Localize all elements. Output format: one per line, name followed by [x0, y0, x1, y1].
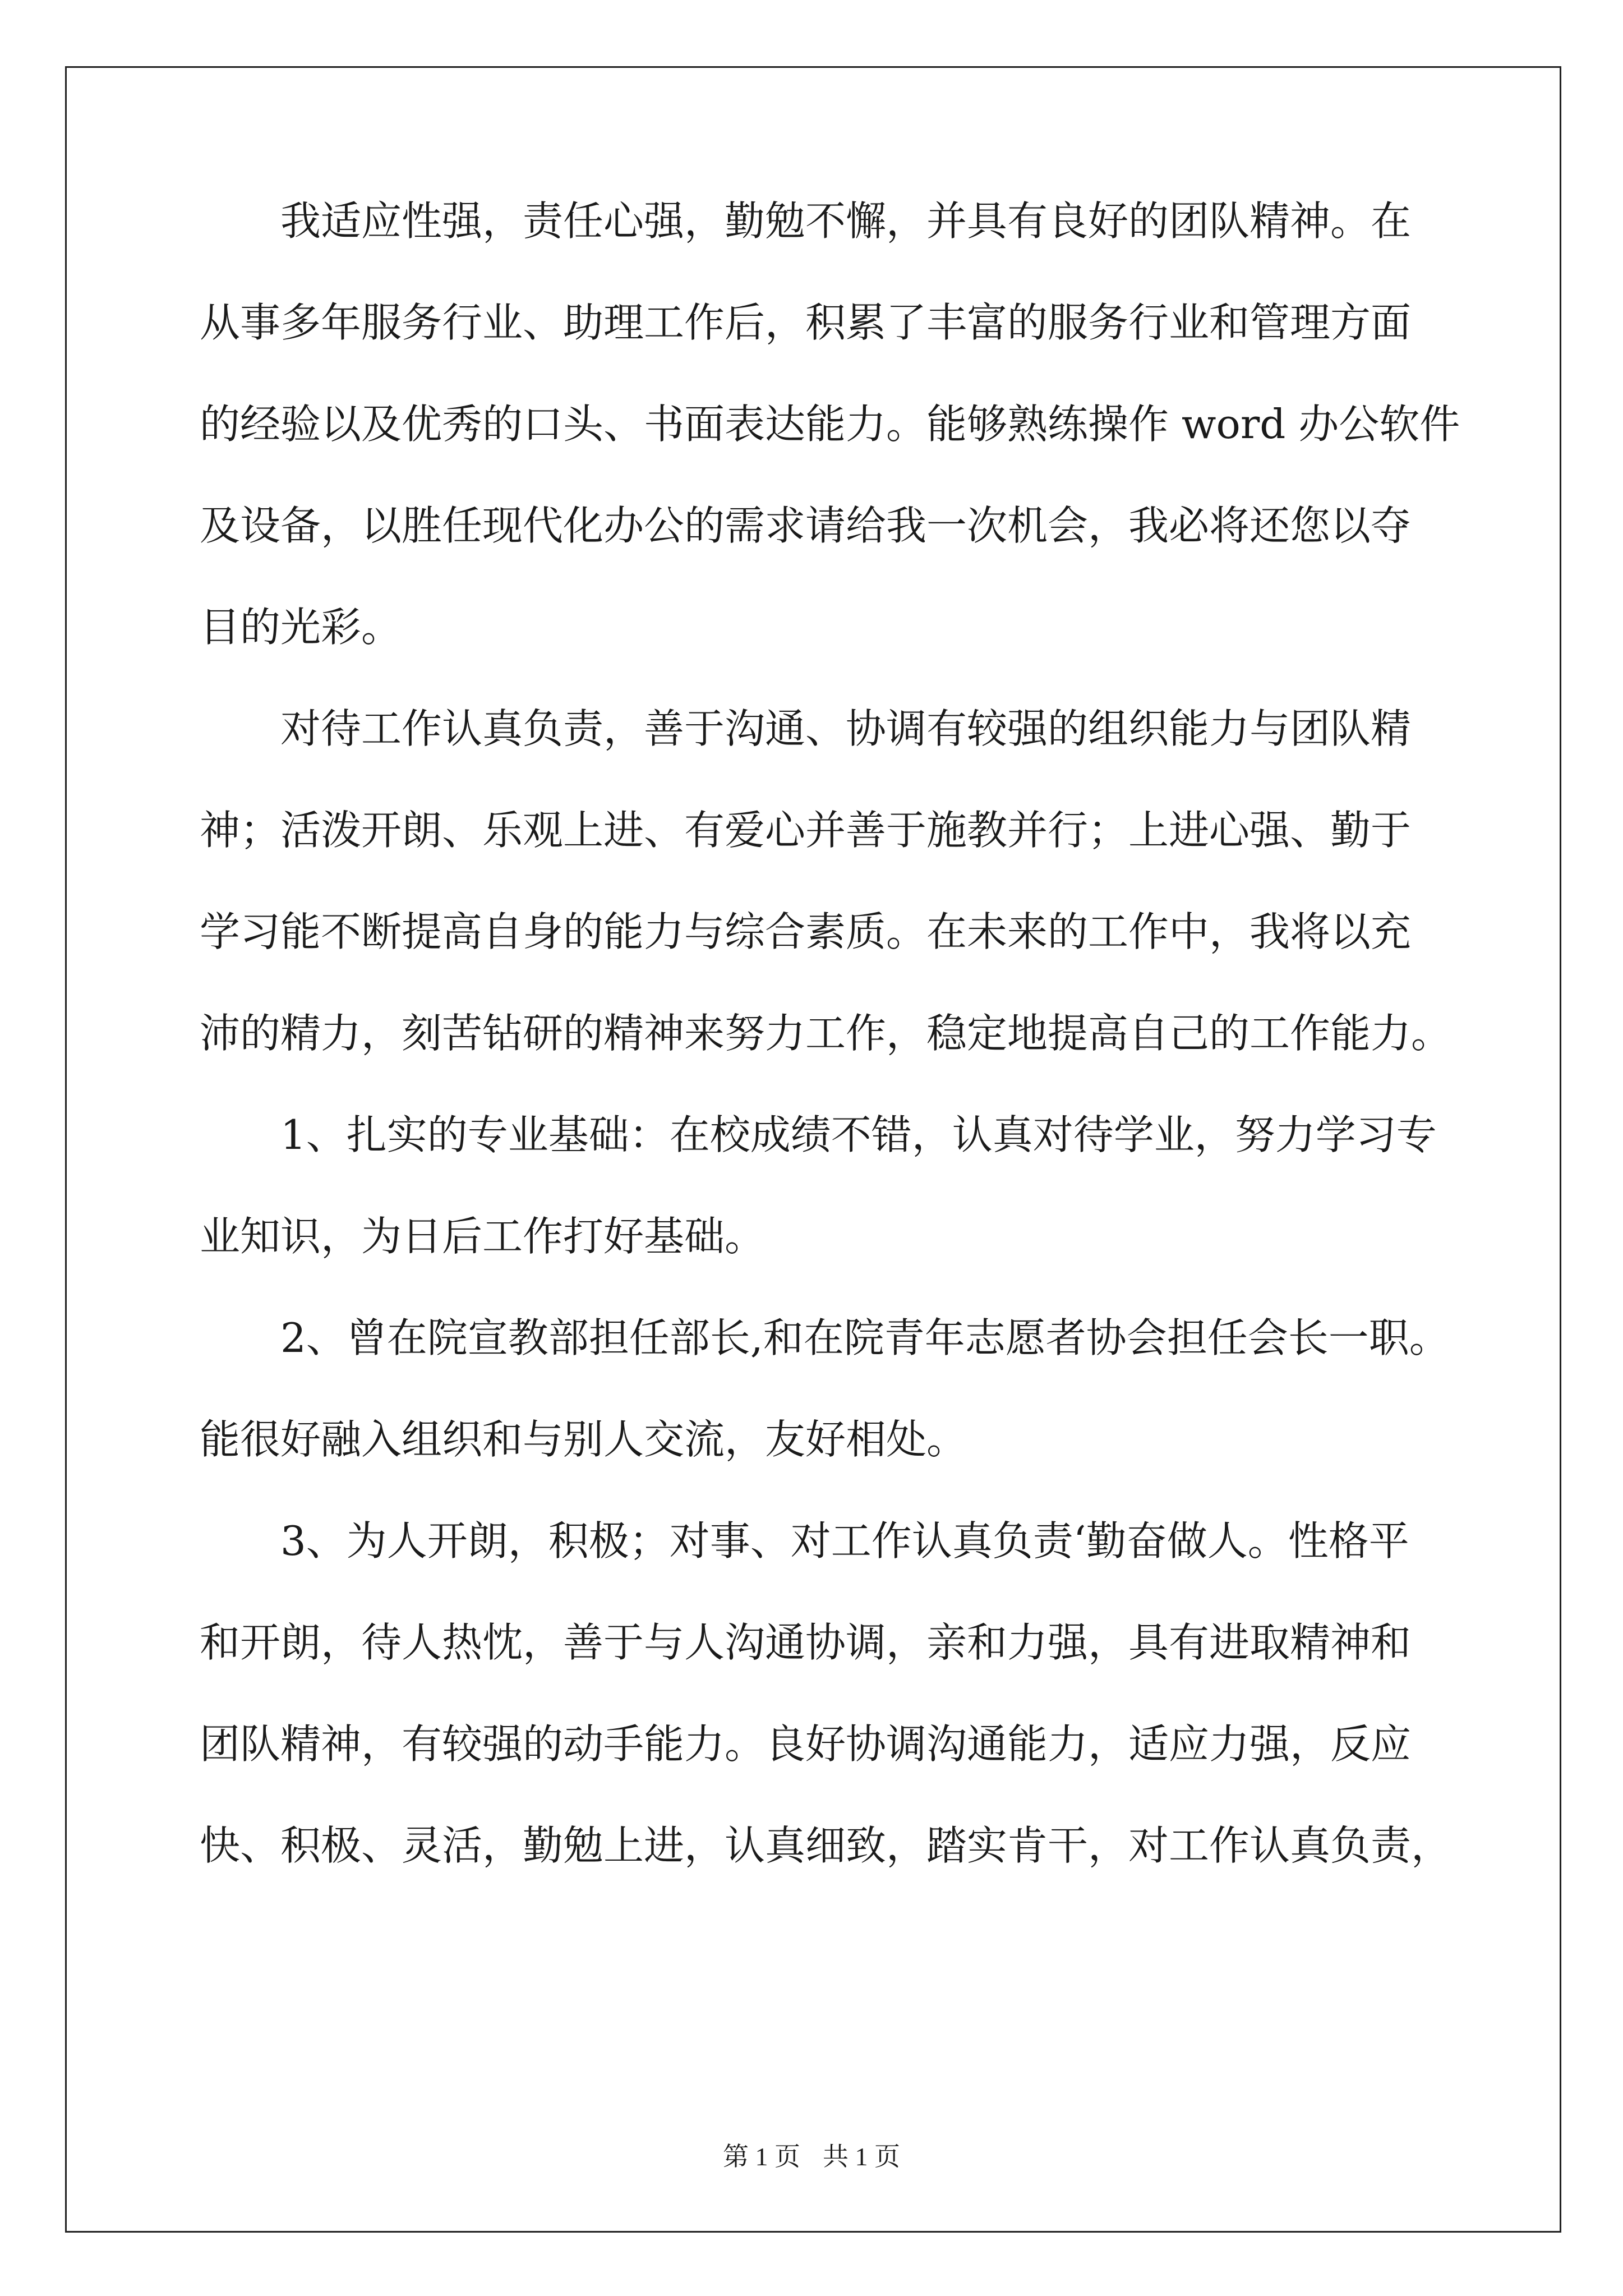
paragraph-1-line-1: 我适应性强，责任心强，勤勉不懈，并具有良好的团队精神。在	[280, 197, 1412, 245]
total-pages: 共 1 页	[823, 2142, 900, 2171]
paragraph-4-line-2: 能很好融入组织和与别人交流，友好相处。	[200, 1416, 967, 1463]
paragraph-5-line-1: 3、为人开朗，积极；对事、对工作认真负责‘勤奋做人。性格平	[280, 1517, 1409, 1565]
paragraph-1-line-4: 及设备，以胜任现代化办公的需求请给我一次机会，我必将还您以夺	[200, 502, 1412, 549]
page-number: 第 1 页	[723, 2142, 800, 2171]
paragraph-4-line-1: 2、曾在院宣教部担任部长,和在院青年志愿者协会担任会长一职。	[280, 1314, 1450, 1361]
paragraph-2-line-1: 对待工作认真负责，善于沟通、协调有较强的组织能力与团队精	[280, 705, 1412, 752]
paragraph-5-line-2: 和开朗，待人热忱，善于与人沟通协调，亲和力强，具有进取精神和	[200, 1619, 1412, 1666]
paragraph-3-line-1: 1、扎实的专业基础：在校成绩不错，认真对待学业，努力学习专	[280, 1111, 1437, 1158]
paragraph-3-line-2: 业知识，为日后工作打好基础。	[200, 1213, 766, 1260]
paragraph-1-line-5: 目的光彩。	[200, 604, 402, 651]
paragraph-1-line-2: 从事多年服务行业、助理工作后，积累了丰富的服务行业和管理方面	[200, 299, 1412, 346]
paragraph-5-line-3: 团队精神，有较强的动手能力。良好协调沟通能力，适应力强，反应	[200, 1720, 1412, 1768]
paragraph-5-line-4: 快、积极、灵活，勤勉上进，认真细致，踏实肯干，对工作认真负责，	[200, 1822, 1452, 1869]
paragraph-2-line-4: 沛的精力，刻苦钻研的精神来努力工作，稳定地提高自己的工作能力。	[200, 1010, 1452, 1057]
paragraph-2-line-3: 学习能不断提高自身的能力与综合素质。在未来的工作中，我将以充	[200, 908, 1412, 955]
paragraph-1-line-3: 的经验以及优秀的口头、书面表达能力。能够熟练操作 word 办公软件	[200, 401, 1460, 448]
page-footer	[0, 2144, 1623, 2170]
paragraph-2-line-2: 神；活泼开朗、乐观上进、有爱心并善于施教并行；上进心强、勤于	[200, 807, 1412, 854]
